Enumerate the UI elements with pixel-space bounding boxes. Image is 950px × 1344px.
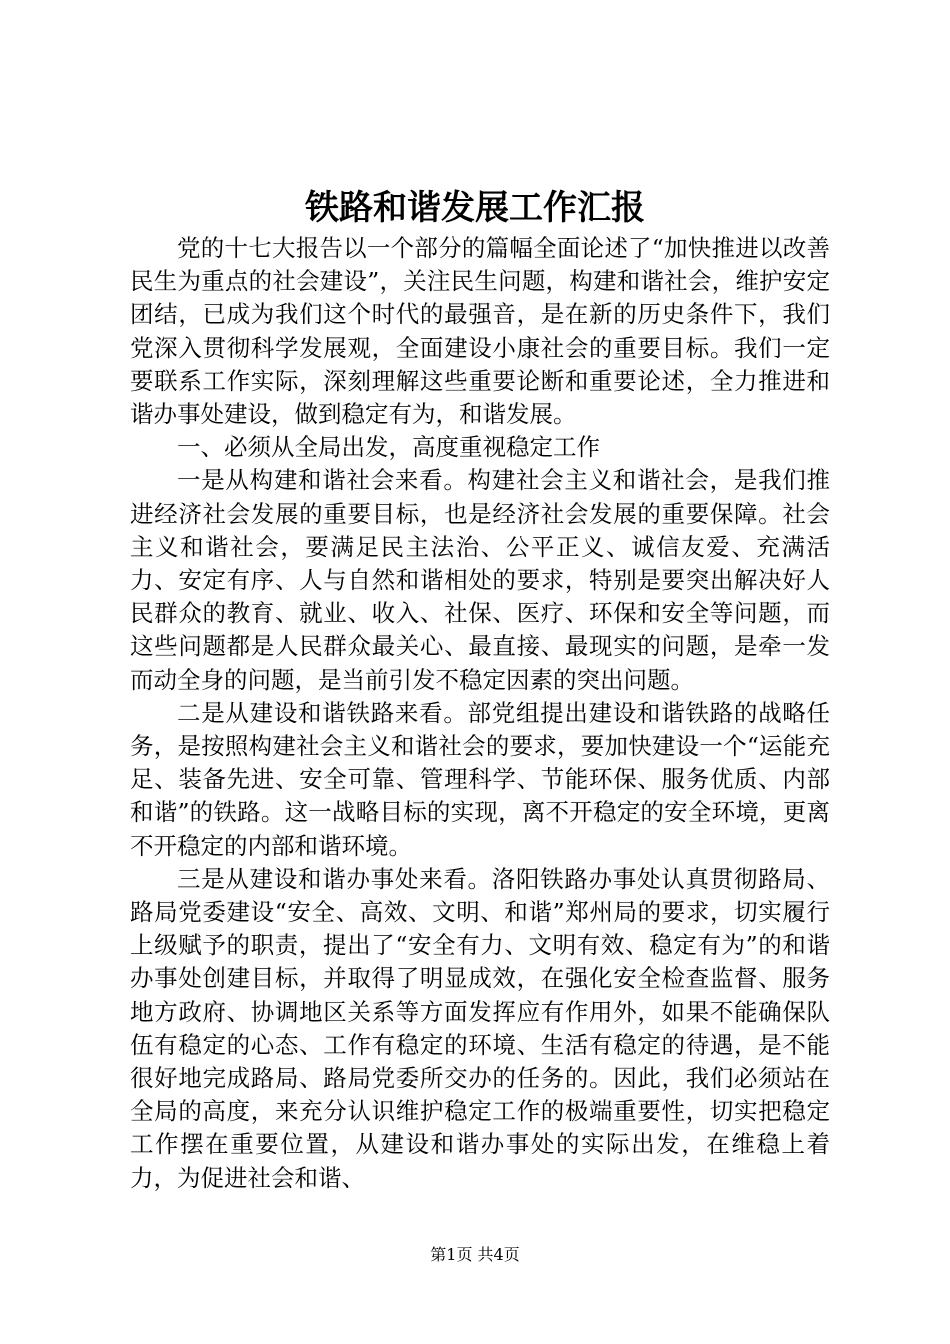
section-heading-1: 一、必须从全局出发，高度重视稳定工作 (177, 433, 600, 462)
document-title: 铁路和谐发展工作汇报 (305, 188, 645, 228)
paragraph-point-3: 三是从建设和谐办事处来看。洛阳铁路办事处认真贯彻路局、路局党委建设“安全、高效、文明、和谐”郑州局的要求，切实履行上级赋予的职责，提出了“安全有力、文明有效、稳定有为”的和谐办事处创建目标，并取得了明显成效，在强化安全检查监督、服务地方政府、协调地区关系等方面发挥应有作用外，如果不能确保队伍有稳定的心态、工作有稳定的环境、生活有稳定的待遇，是不能很好地完成路局、路局党委所交办的任务的。因此，我们必须站在全局的高度，来充分认识维护稳定工作的极端重要性，切实把稳定工作摆在重要位置，从建设和谐办事处的实际出发，在维稳上着力，为促进社会和谐、 (130, 864, 830, 1192)
paragraph-point-2: 二是从建设和谐铁路来看。部党组提出建设和谐铁路的战略任务，是按照构建社会主义和谐社会的要求，要加快建设一个“运能充足、装备先进、安全可靠、管理科学、节能环保、服务优质、内部和谐”的铁路。这一战略目标的实现，离不开稳定的安全环境，更离不开稳定的内部和谐环境。 (130, 698, 830, 860)
paragraph-intro: 党的十七大报告以一个部分的篇幅全面论述了“加快推进以改善民生为重点的社会建设”，关注民生问题，构建和谐社会，维护安定团结，已成为我们这个时代的最强音，是在新的历史条件下，我们党深入贯彻科学发展观，全面建设小康社会的重要目标。我们一定要联系工作实际，深刻理解这些重要论断和重要论述，全力推进和谐办事处建设，做到稳定有为，和谐发展。 (130, 234, 830, 429)
page-footer: 第1页 共4页 (430, 1245, 520, 1264)
document-body (130, 232, 830, 1195)
paragraph-point-1: 一是从构建和谐社会来看。构建社会主义和谐社会，是我们推进经济社会发展的重要目标，也是经济社会发展的重要保障。社会主义和谐社会，要满足民主法治、公平正义、诚信友爱、充满活力、安定有序、人与自然和谐相处的要求，特别是要突出解决好人民群众的教育、就业、收入、社保、医疗、环保和安全等问题，而这些问题都是人民群众最关心、最直接、最现实的问题，是牵一发而动全身的问题，是当前引发不稳定因素的突出问题。 (130, 466, 830, 694)
